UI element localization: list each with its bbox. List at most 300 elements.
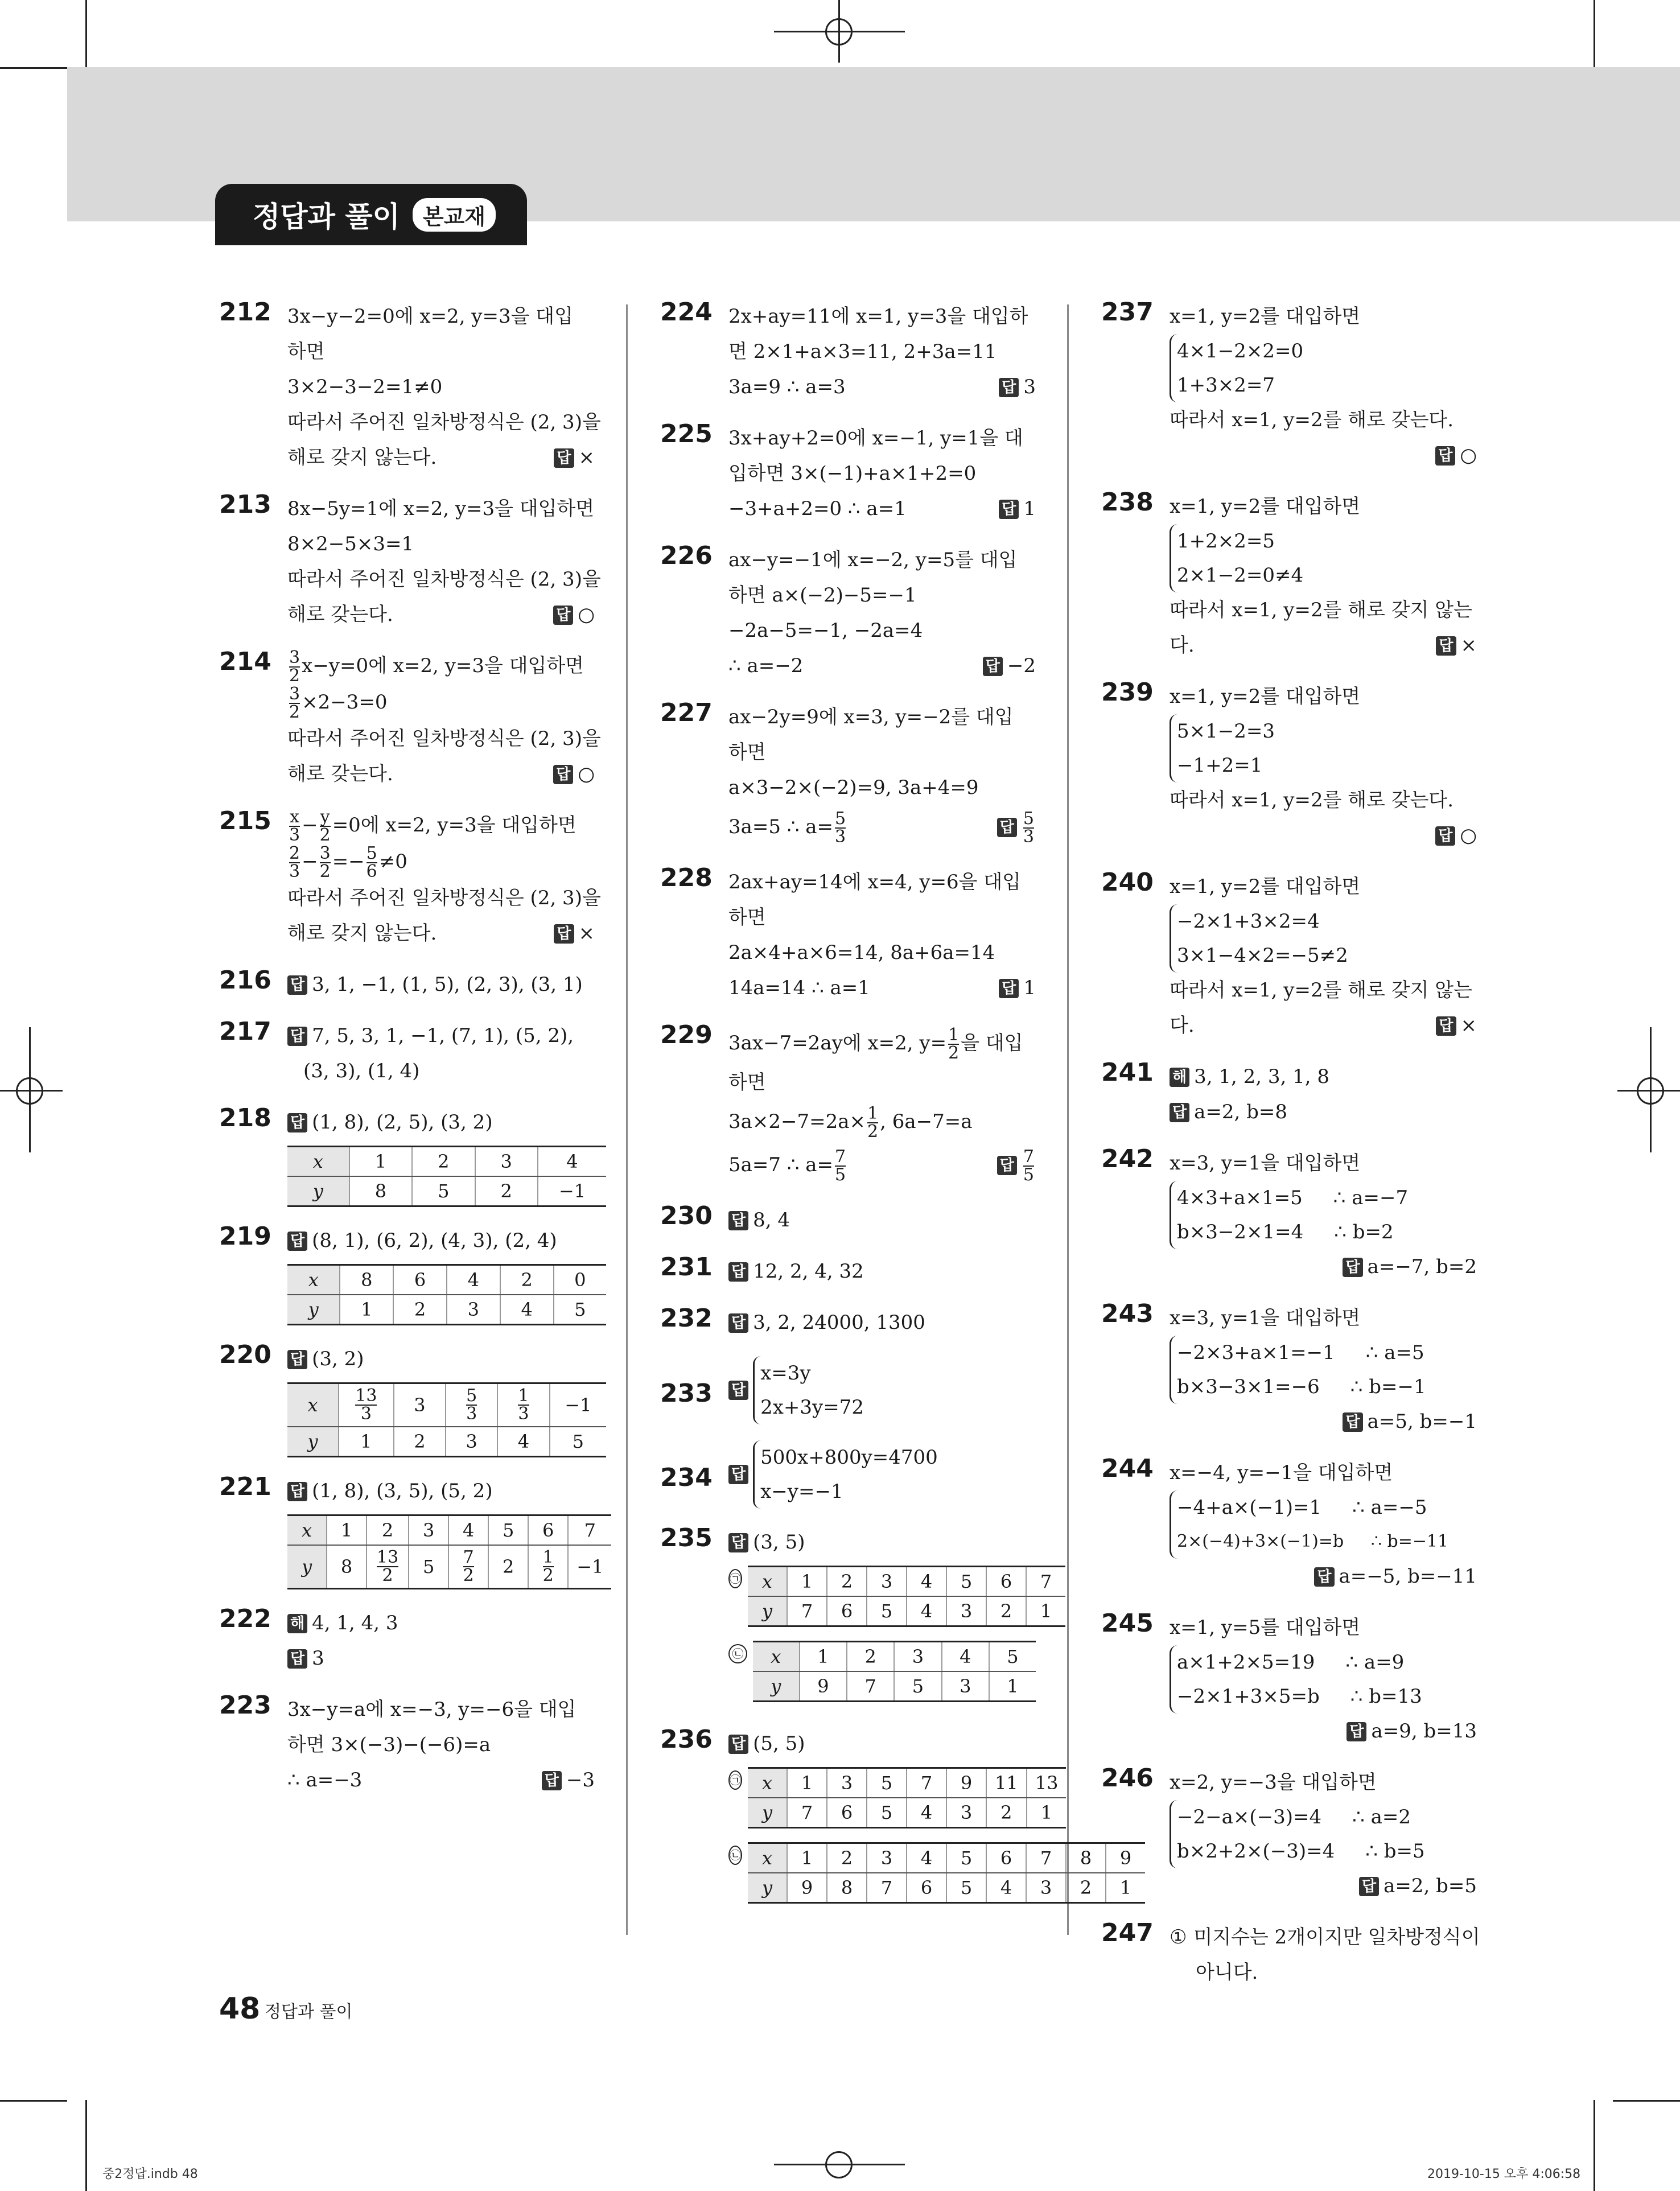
table-cell: 3 xyxy=(409,1515,448,1546)
table-cell: 2 xyxy=(1066,1873,1106,1903)
solution-text: 14a=14 ∴ a=1 xyxy=(728,977,870,999)
table-cell: 5 xyxy=(409,1545,448,1589)
table-cell: 1 xyxy=(1106,1873,1145,1903)
fraction-part xyxy=(518,1387,529,1423)
table-cell: 5 xyxy=(550,1427,606,1457)
problem-226 xyxy=(660,542,1036,683)
answer-value: a=2, b=8 xyxy=(1194,1101,1288,1123)
fraction-part: 7 xyxy=(835,1147,846,1167)
solution-text: 3, 1, 2, 3, 1, 8 xyxy=(1194,1065,1329,1088)
table-cell: 3 xyxy=(827,1768,867,1798)
fraction-part: 2 xyxy=(289,843,300,863)
fraction xyxy=(289,686,300,721)
table-cell xyxy=(367,1545,409,1589)
value-table xyxy=(753,1641,1036,1702)
table-cell: x xyxy=(287,1515,327,1546)
fraction-part: 5 xyxy=(466,1386,477,1406)
solution-line xyxy=(1170,1059,1477,1094)
solution-text: 을 대입 xyxy=(961,1032,1023,1055)
solution-text: 5a=7 ∴ a= xyxy=(728,1154,834,1176)
table-cell xyxy=(448,1545,488,1589)
answer-mark: 답 xyxy=(1435,826,1455,846)
answer-value: 3, 1, −1, (1, 5), (2, 3), (3, 1) xyxy=(312,973,583,996)
table-cell: −1 xyxy=(538,1176,606,1206)
answer xyxy=(983,648,1036,683)
problem-number: 220 xyxy=(219,1340,271,1369)
equation-system xyxy=(1170,714,1275,782)
problem-number: 247 xyxy=(1101,1918,1154,1947)
label-circle: ㉡ xyxy=(728,1846,742,1865)
fraction-part: 7 xyxy=(1023,1147,1034,1167)
solution-line xyxy=(287,1341,595,1377)
answer-value: (3, 5) xyxy=(753,1531,805,1554)
solution-line: x=1, y=2를 대입하면 xyxy=(1170,305,1361,328)
table-cell: 9 xyxy=(787,1873,827,1903)
equation-line: −4+a×(−1)=1 ∴ a=−5 xyxy=(1177,1496,1427,1519)
problem-number: 241 xyxy=(1101,1058,1154,1087)
problem-number: 226 xyxy=(660,541,713,570)
solution-line: x=3, y=1을 대입하면 xyxy=(1170,1152,1361,1175)
solution-line: 아니다. xyxy=(1196,1961,1258,1984)
crop-mark xyxy=(0,67,67,69)
solution-line: 면 2×1+a×3=11, 2+3a=11 xyxy=(728,340,997,363)
answer-mark: 답 xyxy=(287,1027,307,1046)
answer-value: a=5, b=−1 xyxy=(1367,1410,1477,1433)
answer xyxy=(1359,1868,1477,1904)
answer-value: −2 xyxy=(1007,654,1036,677)
answer-mark: 답 xyxy=(1359,1877,1379,1896)
problem-221 xyxy=(219,1472,604,1589)
fraction-part: 2 xyxy=(319,825,331,845)
fraction-part xyxy=(835,810,846,846)
table-cell: 3 xyxy=(475,1147,538,1177)
problem-233 xyxy=(660,1356,1036,1424)
solution-line xyxy=(287,756,595,792)
solution-text: ∴ a=−2 xyxy=(728,654,804,677)
fraction-part: 2 xyxy=(463,1566,474,1585)
table-cell: 3 xyxy=(447,1295,500,1325)
solution-line: 하면 xyxy=(728,1071,766,1094)
table-cell: 5 xyxy=(867,1596,907,1626)
solution-line: 2a×4+a×6=14, 8a+6a=14 xyxy=(728,941,995,964)
equation-line: 1+3×2=7 xyxy=(1177,374,1275,397)
table-cell xyxy=(528,1545,568,1589)
fraction-part: 2 xyxy=(319,862,331,882)
solution-line xyxy=(1170,628,1477,663)
fraction-part: 13 xyxy=(377,1547,399,1567)
equation-system xyxy=(1170,1181,1408,1249)
equation-line: −2×1+3×5=b ∴ b=13 xyxy=(1177,1685,1422,1708)
problem-number: 214 xyxy=(219,647,271,676)
fraction-part: 6 xyxy=(366,862,377,882)
solution-line: 하면 xyxy=(728,741,766,764)
solution-line: 따라서 x=1, y=2를 해로 갖지 않는 xyxy=(1170,979,1472,1002)
registration-line xyxy=(29,1027,31,1152)
solution-line: 8x−5y=1에 x=2, y=3을 대입하면 xyxy=(287,497,595,520)
solution-line xyxy=(287,1018,595,1053)
answer-mark: 답 xyxy=(554,924,574,944)
answer-value: 7, 5, 3, 1, −1, (7, 1), (5, 2), xyxy=(312,1024,574,1047)
problem-number: 228 xyxy=(660,863,713,892)
value-table xyxy=(287,1382,606,1457)
answer-value: (3, 2) xyxy=(312,1348,364,1370)
solution-line xyxy=(1170,1008,1477,1043)
table-cell: y xyxy=(287,1176,349,1206)
solution-text: 3ax−7=2ay에 x=2, y= xyxy=(728,1032,947,1055)
table-cell: y xyxy=(748,1873,787,1903)
solution-line xyxy=(728,1305,1036,1340)
answer-value: × xyxy=(1460,1014,1477,1037)
answer xyxy=(554,440,595,475)
table-cell: 3 xyxy=(946,1798,986,1828)
table-cell: 6 xyxy=(393,1265,447,1295)
answer-mark: 답 xyxy=(728,1735,748,1754)
equation-system xyxy=(753,1356,864,1424)
solution-line: 2ax+ay=14에 x=4, y=6을 대입 xyxy=(728,871,1022,893)
footer-title: 정답과 풀이 xyxy=(265,2002,353,2022)
table-cell: 8 xyxy=(327,1545,367,1589)
table-cell: 5 xyxy=(894,1671,941,1702)
problem-238 xyxy=(1101,489,1477,663)
answer xyxy=(1343,1249,1477,1284)
solution-line xyxy=(728,970,1036,1006)
table-cell: 4 xyxy=(448,1515,488,1546)
solution-text: , 6a−7=a xyxy=(880,1110,973,1133)
solution-line: 따라서 주어진 일차방정식은 (2, 3)을 xyxy=(287,411,601,434)
solution-line xyxy=(1170,438,1477,473)
equation-line: 3×1−4×2=−5≠2 xyxy=(1177,944,1348,967)
crop-mark xyxy=(1613,2100,1680,2102)
problem-number: 231 xyxy=(660,1253,713,1282)
answer-mark: 답 xyxy=(287,1482,307,1501)
equation-system xyxy=(1170,1490,1448,1559)
answer-mark: 답 xyxy=(1436,1016,1456,1036)
answer-mark: 답 xyxy=(728,1465,748,1484)
problem-230 xyxy=(660,1202,1036,1238)
solution-mark: 해 xyxy=(1170,1068,1189,1087)
solution-line: 2x+ay=11에 x=1, y=3을 대입하 xyxy=(728,305,1028,328)
solution-line xyxy=(287,685,595,721)
answer xyxy=(999,491,1036,526)
solution-text: 다. xyxy=(1170,1014,1195,1037)
solution-line xyxy=(287,1473,595,1509)
fraction-part: 3 xyxy=(835,827,846,847)
equation-system xyxy=(1170,1336,1426,1404)
equation-line: 1+2×2=5 xyxy=(1177,530,1275,553)
solution-line: 따라서 x=1, y=2를 해로 갖지 않는 xyxy=(1170,599,1472,621)
solution-line xyxy=(287,440,595,475)
answer-mark: 답 xyxy=(728,1211,748,1230)
table-cell: 3 xyxy=(867,1567,907,1597)
equation-line: 2x+3y=72 xyxy=(760,1396,864,1419)
table-cell: 2 xyxy=(500,1265,554,1295)
answer xyxy=(1435,818,1477,853)
answer-mark: 답 xyxy=(553,606,573,625)
textbook-chip: 본교재 xyxy=(413,198,496,232)
answer-value: a=−7, b=2 xyxy=(1367,1255,1477,1278)
equation-line: b×3−3×1=−6 ∴ b=−1 xyxy=(1177,1375,1426,1398)
fraction-part: 2 xyxy=(289,666,300,686)
table-cell: 1 xyxy=(340,1295,393,1325)
table-cell: 2 xyxy=(394,1427,446,1457)
problem-240 xyxy=(1101,869,1477,1043)
section-header-tab xyxy=(215,184,527,245)
fraction xyxy=(320,809,331,844)
solution-text: 3a=9 ∴ a=3 xyxy=(728,376,846,398)
problem-217 xyxy=(219,1018,595,1089)
equation-line: b×3−2×1=4 ∴ b=2 xyxy=(1177,1221,1394,1243)
equation-system xyxy=(1170,1800,1425,1868)
problem-224 xyxy=(660,299,1036,405)
solution-line: 3x−y=a에 x=−3, y=−6을 대입 xyxy=(287,1698,577,1721)
problem-218 xyxy=(219,1105,595,1207)
fraction-part: 1 xyxy=(867,1103,879,1123)
fraction-part: 1 xyxy=(518,1386,529,1406)
solution-line: 하면 xyxy=(728,906,766,929)
table-cell: 1 xyxy=(349,1147,412,1177)
answer-value: a=2, b=5 xyxy=(1383,1875,1477,1897)
problem-242 xyxy=(1101,1146,1477,1284)
solution-line xyxy=(728,1022,1036,1065)
table-cell: 5 xyxy=(946,1567,986,1597)
answer-mark: 답 xyxy=(287,1232,307,1251)
solution-line xyxy=(287,1605,595,1641)
equation-line: x=3y xyxy=(760,1362,811,1385)
solution-text: 해로 갖는다. xyxy=(287,603,393,626)
answer-value: ○ xyxy=(578,603,595,626)
solution-line: ax−y=−1에 x=−2, y=5를 대입 xyxy=(728,549,1018,571)
problem-number: 240 xyxy=(1101,868,1154,897)
fraction-part: x xyxy=(290,807,299,827)
problem-225 xyxy=(660,421,1036,526)
solution-line: 3x−y−2=0에 x=2, y=3을 대입 xyxy=(287,305,573,328)
table-cell: 8 xyxy=(340,1265,393,1295)
table-group xyxy=(728,1560,1052,1635)
crop-mark xyxy=(1593,2100,1595,2191)
problem-number: 222 xyxy=(219,1604,271,1633)
table-cell: 2 xyxy=(475,1176,538,1206)
crop-mark xyxy=(0,2100,67,2102)
table-cell: 8 xyxy=(1066,1843,1106,1873)
table-cell: 2 xyxy=(827,1843,867,1873)
solution-text: ×2−3=0 xyxy=(302,691,388,714)
problem-number: 235 xyxy=(660,1523,713,1552)
solution-text: ∴ a=−3 xyxy=(287,1769,363,1791)
fraction-part: 3 xyxy=(466,1404,477,1424)
answer-mark: 답 xyxy=(999,500,1019,519)
table-cell: 2 xyxy=(367,1515,409,1546)
problem-number: 244 xyxy=(1101,1454,1154,1483)
solution-line: x=1, y=5를 대입하면 xyxy=(1170,1616,1361,1639)
table-cell: 0 xyxy=(554,1265,607,1295)
table-cell: y xyxy=(287,1295,340,1325)
page-number: 48 xyxy=(219,1992,261,2026)
answer-mark: 답 xyxy=(983,657,1003,676)
equation-line: −1+2=1 xyxy=(1177,754,1263,777)
table-cell: 4 xyxy=(942,1642,989,1672)
answer-value: 3, 2, 24000, 1300 xyxy=(753,1311,925,1334)
solution-text: 해로 갖지 않는다. xyxy=(287,446,437,469)
fraction xyxy=(320,845,331,880)
table-cell: 4 xyxy=(907,1843,946,1873)
problem-number: 225 xyxy=(660,419,713,448)
crop-mark xyxy=(85,2100,87,2191)
problem-number: 215 xyxy=(219,806,271,835)
table-group xyxy=(728,1635,1036,1710)
table-cell: x xyxy=(753,1642,800,1672)
fraction-part: 5 xyxy=(835,809,846,829)
answer-value: 12, 2, 4, 32 xyxy=(753,1260,864,1283)
answer-mark: 답 xyxy=(728,1533,748,1552)
answer xyxy=(999,369,1036,405)
table-cell: 7 xyxy=(568,1515,611,1546)
table-cell: 11 xyxy=(986,1768,1027,1798)
table-cell: 3 xyxy=(894,1642,941,1672)
table-cell: x xyxy=(748,1567,787,1597)
table-cell: 7 xyxy=(907,1768,946,1798)
fraction-part: 2 xyxy=(382,1566,393,1585)
value-table xyxy=(748,1842,1145,1904)
problem-number: 227 xyxy=(660,698,713,727)
table-cell: 2 xyxy=(412,1147,475,1177)
answer-value: × xyxy=(578,922,595,945)
fraction-part xyxy=(948,1027,959,1062)
answer-value: × xyxy=(578,446,595,469)
solution-line xyxy=(728,1440,1036,1509)
equation-line: 5×1−2=3 xyxy=(1177,720,1275,743)
answer-value: (1, 8), (2, 5), (3, 2) xyxy=(312,1111,493,1134)
fraction-part: 13 xyxy=(355,1386,377,1406)
solution-line xyxy=(1170,1404,1477,1439)
solution-line: x=1, y=2를 대입하면 xyxy=(1170,875,1361,898)
problem-227 xyxy=(660,699,1036,849)
table-cell: 5 xyxy=(867,1768,907,1798)
table-cell: 3 xyxy=(446,1427,497,1457)
solution-line: ax−2y=9에 x=3, y=−2를 대입 xyxy=(728,706,1014,728)
solution-line xyxy=(728,1726,1036,1761)
table-cell: 3 xyxy=(394,1383,446,1427)
equation-line: 2×1−2=0≠4 xyxy=(1177,564,1304,587)
solution-line xyxy=(728,1202,1036,1238)
print-slug-date: 2019-10-15 오후 4:06:58 xyxy=(1427,2167,1581,2181)
solution-text: 해로 갖지 않는다. xyxy=(287,922,437,945)
problem-number: 216 xyxy=(219,966,271,995)
solution-line xyxy=(728,648,1036,683)
table-cell: 13 xyxy=(1027,1768,1067,1798)
registration-line xyxy=(838,0,840,63)
answer xyxy=(1435,438,1477,473)
table-cell: −1 xyxy=(550,1383,606,1427)
answer-mark: 답 xyxy=(287,975,307,995)
problem-number: 242 xyxy=(1101,1144,1154,1173)
answer-value: ○ xyxy=(1460,824,1477,847)
answer-mark: 답 xyxy=(999,979,1019,998)
solution-line xyxy=(287,1105,595,1140)
problem-244 xyxy=(1101,1455,1477,1594)
answer-mark: 답 xyxy=(553,765,573,784)
problem-number: 236 xyxy=(660,1725,713,1754)
solution-line: $\frac{x}{3}$ − $\frac{y}{2}$ =0에 x=2, y=3을 대입하면 xyxy=(289,807,577,845)
fraction-part: 3 xyxy=(1023,827,1034,847)
answer xyxy=(1436,1008,1477,1043)
fraction-part: 3 xyxy=(289,825,300,845)
equation-system xyxy=(753,1440,938,1509)
fraction-part: 2 xyxy=(948,1043,960,1063)
table-cell: 1 xyxy=(989,1671,1036,1702)
table-cell: 2 xyxy=(393,1295,447,1325)
problem-234 xyxy=(660,1440,1036,1509)
problem-number: 213 xyxy=(219,490,271,519)
answer-mark: 답 xyxy=(1343,1412,1362,1432)
equation-line: 500x+800y=4700 xyxy=(760,1446,938,1469)
problem-219 xyxy=(219,1223,595,1325)
problem-number: 223 xyxy=(219,1691,271,1720)
table-cell: y xyxy=(753,1671,800,1702)
table-cell: 6 xyxy=(528,1515,568,1546)
solution-line: 하면 a×(−2)−5=−1 xyxy=(728,584,917,607)
answer xyxy=(999,970,1036,1006)
solution-text: −3+a+2=0 ∴ a=1 xyxy=(728,497,907,520)
table-cell: 1 xyxy=(1027,1798,1067,1828)
answer xyxy=(542,1762,595,1798)
answer-value: ○ xyxy=(578,763,595,785)
problem-212 xyxy=(219,298,601,475)
value-table xyxy=(287,1264,606,1325)
table-cell: 7 xyxy=(867,1873,907,1903)
solution-line xyxy=(1170,1714,1477,1749)
solution-text: 미지수는 2개이지만 일차방정식이 xyxy=(1193,1926,1480,1949)
answer-value: ○ xyxy=(1460,444,1477,467)
column-divider xyxy=(626,304,628,1935)
solution-line xyxy=(287,916,595,951)
problem-228 xyxy=(660,864,1036,1006)
solution-line: −2a−5=−1, −2a=4 xyxy=(728,619,923,642)
table-cell: y xyxy=(287,1427,339,1457)
solution-line: x=1, y=2를 대입하면 xyxy=(1170,685,1361,708)
solution-text: =0에 x=2, y=3을 대입하면 xyxy=(332,814,577,837)
answer-mark: 답 xyxy=(997,818,1017,837)
answer-value: 1 xyxy=(1023,977,1036,999)
equation-line: −2×3+a×1=−1 ∴ a=5 xyxy=(1177,1341,1424,1364)
table-cell: 3 xyxy=(867,1843,907,1873)
fraction-part: 3 xyxy=(319,843,331,863)
value-table xyxy=(287,1146,606,1207)
table-cell xyxy=(446,1383,497,1427)
answer-mark: 답 xyxy=(1314,1567,1334,1587)
table-group xyxy=(728,1761,1059,1836)
solution-line xyxy=(728,1356,1036,1424)
fraction xyxy=(289,845,300,880)
solution-line: 3×2−3−2=1≠0 xyxy=(287,376,443,398)
fraction-part: 5 xyxy=(1023,809,1034,829)
solution-line xyxy=(728,369,1036,405)
table-cell: 7 xyxy=(847,1671,894,1702)
fraction xyxy=(289,809,300,844)
solution-line xyxy=(287,1762,595,1798)
label-circle: ㉠ xyxy=(728,1569,742,1588)
problem-243 xyxy=(1101,1300,1477,1439)
problem-number: 238 xyxy=(1101,488,1154,517)
table-cell: 3 xyxy=(946,1596,986,1626)
solution-line: 하면 3×(−3)−(−6)=a xyxy=(287,1733,491,1756)
solution-line xyxy=(287,1223,595,1258)
equation-system xyxy=(1170,904,1348,973)
table-group xyxy=(728,1836,1132,1912)
table-cell: 4 xyxy=(497,1427,549,1457)
fraction-part xyxy=(463,1549,474,1584)
table-cell: 4 xyxy=(907,1596,946,1626)
table-cell: 6 xyxy=(827,1798,867,1828)
